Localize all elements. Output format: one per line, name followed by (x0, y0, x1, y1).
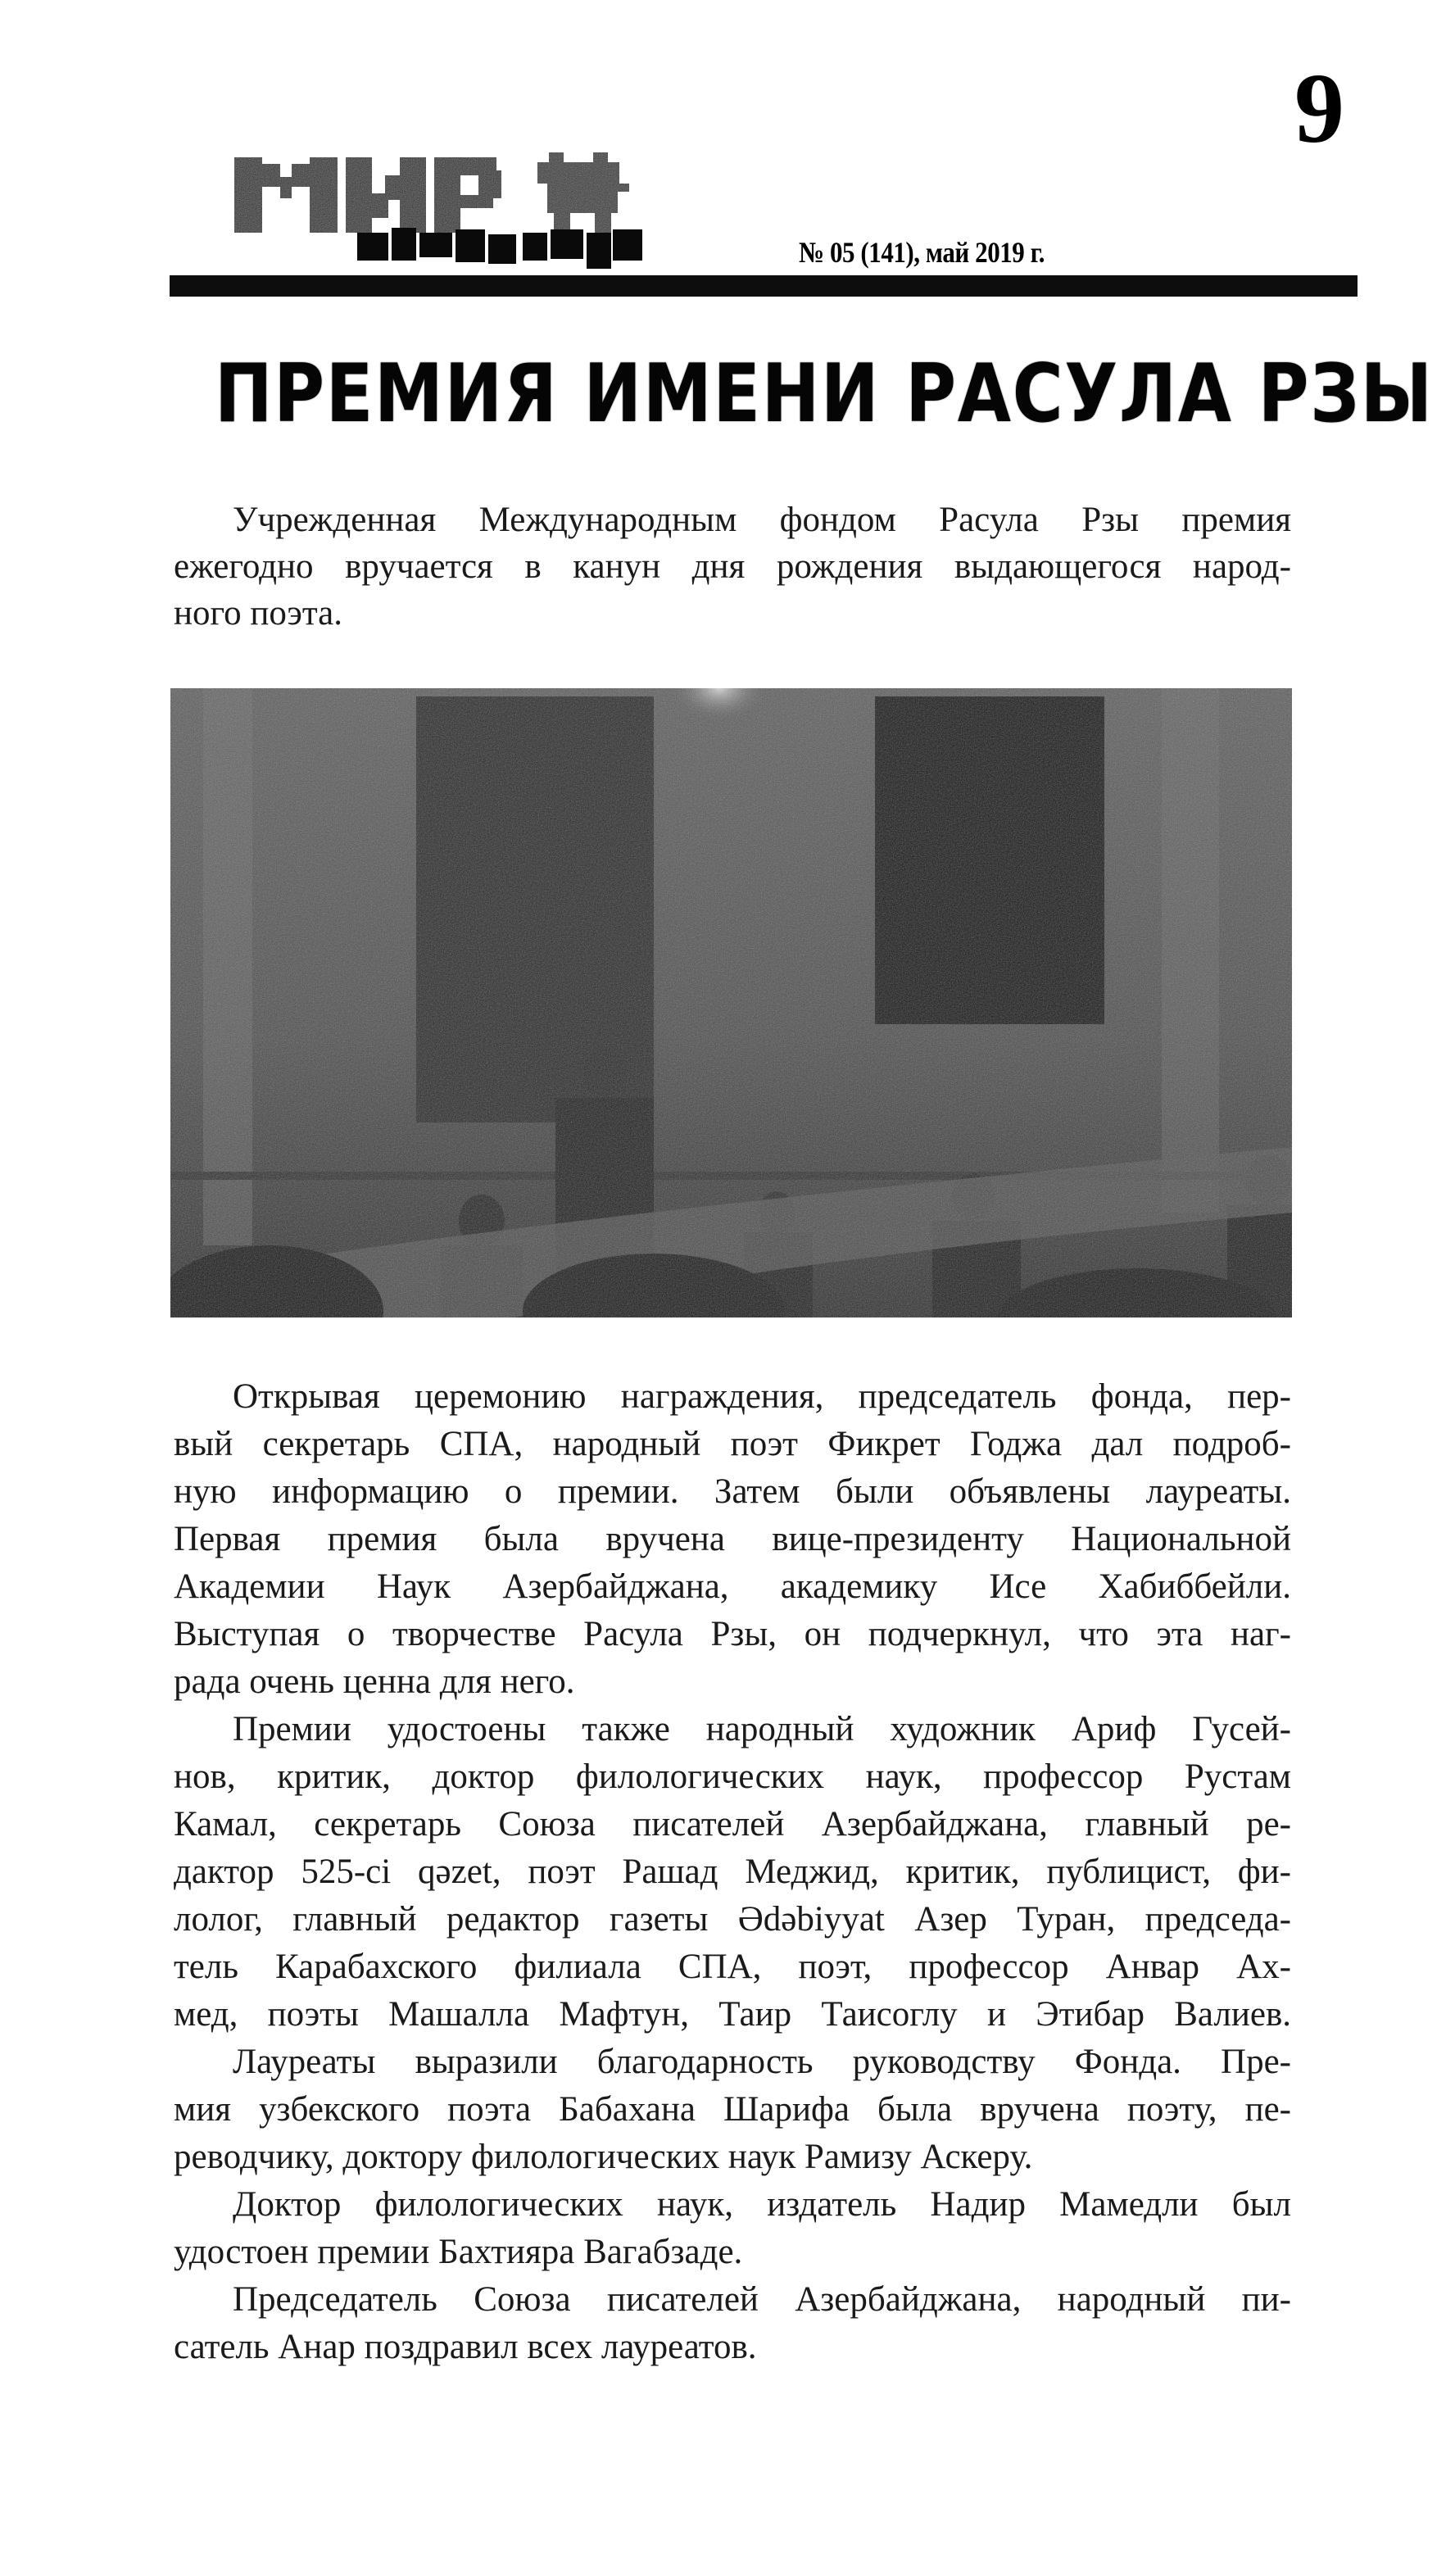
intro-line: Учрежденная Международным фондом Расула Рзы премия (233, 501, 1291, 539)
issue-info: № 05 (141), май 2019 г. (799, 236, 1045, 269)
body-line: реводчику, доктору филологических наук Рамизу Аскеру. (174, 2138, 1033, 2176)
body-line: удостоен премии Бахтияра Вагабзаде. (174, 2233, 743, 2271)
body-line: Председатель Союза писателей Азербайджана, народный пи- (233, 2280, 1291, 2319)
body-line: Премии удостоены также народный художник Ариф Гусей- (233, 1710, 1291, 1748)
paragraph (174, 2039, 1291, 2181)
logo-subtitle (357, 228, 642, 269)
body-line: Выступая о творчестве Расула Рзы, он подчеркнул, что эта наг- (174, 1615, 1291, 1653)
paragraph (174, 1373, 1291, 1706)
intro-line: ежегодно вручается в канун дня рождения выдающегося народ- (174, 547, 1291, 586)
photo-image (170, 688, 1292, 1317)
body-line: нов, критик, доктор филологических наук, профессор Рустам (174, 1757, 1291, 1796)
article-intro (174, 497, 1291, 637)
body-line: Камал, секретарь Союза писателей Азербайджана, главный ре- (174, 1805, 1291, 1844)
paragraph (174, 2276, 1291, 2371)
body-line: рада очень ценна для него. (174, 1662, 575, 1701)
body-line: сатель Анар поздравил всех лауреатов. (174, 2328, 757, 2366)
page-number: 9 (1294, 53, 1344, 164)
paragraph (174, 2181, 1291, 2276)
masthead-logo (228, 147, 736, 279)
emblem-icon (537, 152, 629, 233)
body-line: Доктор филологических наук, издатель Надир Мамедли был (233, 2185, 1291, 2224)
body-line: тель Карабахского филиала СПА, поэт, профессор Анвар Ах- (174, 1948, 1291, 1986)
body-line: ную информацию о премии. Затем были объявлены лауреаты. (174, 1472, 1291, 1511)
body-line: лолог, главный редактор газеты Ədəbiyyat Азер Туран, председа- (174, 1900, 1291, 1939)
body-line: Открывая церемонию награждения, председатель фонда, пер- (233, 1377, 1291, 1416)
body-line: Академии Наук Азербайджана, академику Исе Хабиббейли. (174, 1567, 1291, 1606)
body-line: Лауреаты выразили благодарность руководству Фонда. Пре- (233, 2043, 1291, 2081)
body-line: мия узбекского поэта Бабахана Шарифа была вручена поэту, пе- (174, 2090, 1291, 2129)
body-line: дактор 525-ci qəzet, поэт Рашад Меджид, критик, публицист, фи- (174, 1853, 1291, 1891)
body-line: мед, поэты Машалла Мафтун, Таир Таисоглу и Этибар Валиев. (174, 1995, 1291, 2034)
paragraph (174, 1706, 1291, 2039)
article-body (174, 1373, 1291, 2371)
header-rule (170, 275, 1358, 297)
logo-wordmark (234, 157, 501, 233)
body-line: Первая премия была вручена вице-президенту Национальной (174, 1520, 1291, 1558)
article-headline: ПРЕМИЯ ИМЕНИ РАСУЛА РЗЫ (215, 347, 1434, 441)
intro-line: ного поэта. (174, 594, 342, 633)
body-line: вый секретарь СПА, народный поэт Фикрет Годжа дал подроб- (174, 1425, 1291, 1463)
ceremony-photo (170, 688, 1292, 1317)
logo-image (228, 147, 736, 279)
